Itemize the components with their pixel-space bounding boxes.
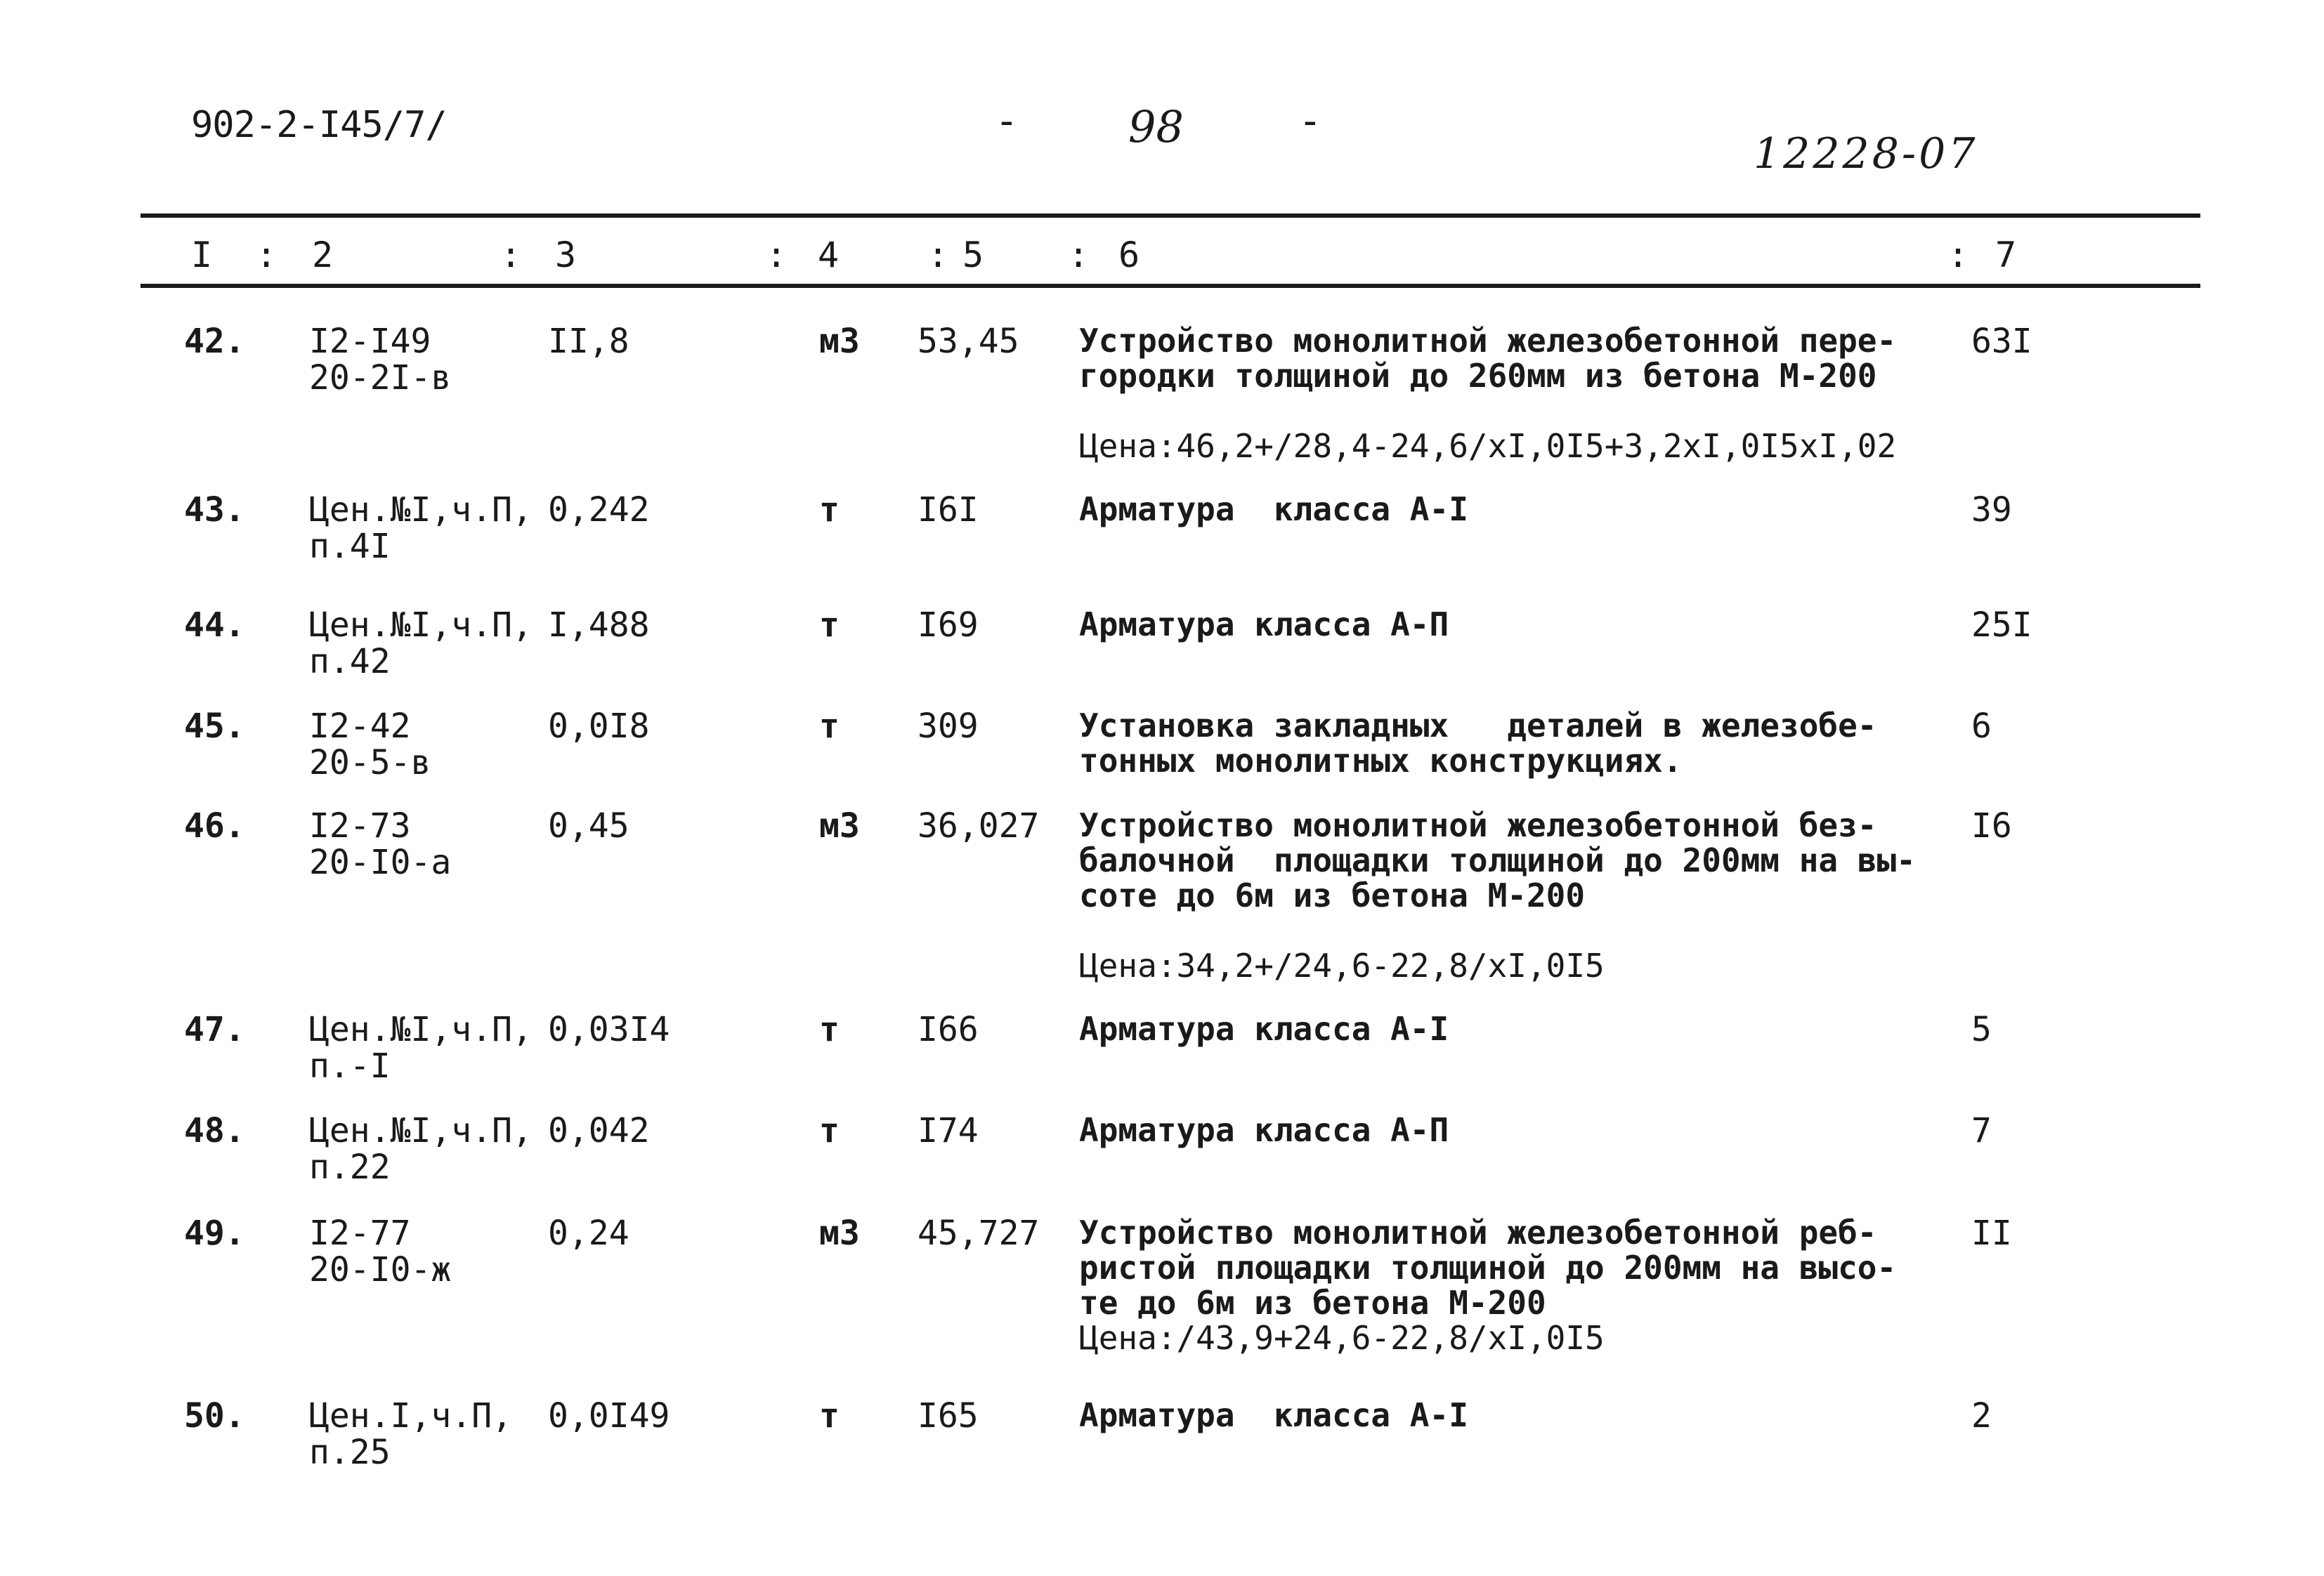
row-description-line: ристой площадки толщиной до 200мм на высо-	[1079, 1249, 1897, 1287]
row-number: 44.	[184, 605, 245, 645]
row-total: 25I	[1971, 605, 2032, 645]
row-description-line: балочной площадки толщиной до 200мм на вы-	[1079, 841, 1916, 879]
row-unit: т	[819, 1396, 840, 1436]
row-unit-price: I6I	[918, 490, 979, 530]
row-code: I2-77	[309, 1214, 411, 1253]
row-code: Цен.№I,ч.П,	[309, 490, 533, 530]
col-header-sep: :	[766, 235, 788, 275]
row-unit-price: I65	[918, 1396, 979, 1436]
row-quantity: 0,0I49	[548, 1396, 670, 1436]
row-price-calculation: Цена:/43,9+24,6-22,8/хI,0I5	[1079, 1319, 1605, 1357]
row-number: 42.	[184, 322, 245, 361]
col-header-4: 4	[818, 235, 840, 275]
row-code: I2-42	[309, 707, 411, 746]
row-description-line: Арматура класса А-I	[1079, 490, 1468, 528]
row-unit: т	[819, 1111, 840, 1150]
row-unit-price: I74	[918, 1111, 979, 1150]
col-header-sep: :	[1068, 235, 1090, 275]
row-price-calculation: Цена:34,2+/24,6-22,8/хI,0I5	[1079, 947, 1605, 985]
row-quantity: 0,042	[548, 1111, 650, 1150]
row-unit: т	[819, 605, 840, 645]
row-description-line: Устройство монолитной железобетонной без-	[1079, 806, 1877, 844]
row-number: 45.	[184, 707, 245, 746]
row-unit-price: 45,727	[918, 1214, 1040, 1253]
top-rule	[141, 214, 2200, 218]
row-code-sub: п.4I	[309, 527, 391, 566]
row-total: 6	[1971, 707, 1992, 746]
col-header-6: 6	[1118, 235, 1140, 275]
page-dash-left: -	[995, 98, 1019, 144]
row-code: Цен.№I,ч.П,	[309, 605, 533, 645]
row-quantity: 0,03I4	[548, 1010, 670, 1049]
row-price-calculation: Цена:46,2+/28,4-24,6/хI,0I5+3,2хI,0I5хI,02	[1079, 427, 1897, 465]
row-total: 63I	[1971, 322, 2032, 361]
row-code: Цен.I,ч.П,	[309, 1396, 512, 1436]
row-total: 7	[1971, 1111, 1992, 1150]
row-unit: т	[819, 1010, 840, 1049]
col-header-sep: :	[500, 235, 522, 275]
row-unit-price: 309	[918, 707, 979, 746]
col-header-1: I	[191, 235, 213, 275]
col-header-7: 7	[1995, 235, 2017, 275]
col-header-3: 3	[555, 235, 577, 275]
row-total: 39	[1971, 490, 2012, 530]
row-description-line: тонных монолитных конструкциях.	[1079, 742, 1683, 780]
col-header-2: 2	[312, 235, 334, 275]
row-number: 43.	[184, 490, 245, 530]
row-quantity: 0,45	[548, 806, 629, 846]
row-unit: м3	[819, 1214, 860, 1253]
row-description-line: Арматура класса А-П	[1079, 1111, 1449, 1149]
row-code: I2-73	[309, 806, 411, 846]
row-code-sub: п.22	[309, 1148, 391, 1187]
row-unit: м3	[819, 322, 860, 361]
row-unit: т	[819, 707, 840, 746]
row-number: 47.	[184, 1010, 245, 1049]
row-number: 49.	[184, 1214, 245, 1253]
col-header-sep: :	[256, 235, 278, 275]
col-header-sep: :	[927, 235, 949, 275]
header-rule	[141, 284, 2200, 288]
row-code-sub: 20-I0-ж	[309, 1250, 452, 1289]
row-number: 48.	[184, 1111, 245, 1150]
row-unit-price: 36,027	[918, 806, 1040, 846]
row-number: 46.	[184, 806, 245, 846]
row-number: 50.	[184, 1396, 245, 1436]
row-description-line: те до 6м из бетона М-200	[1079, 1284, 1546, 1322]
row-code-sub: п.-I	[309, 1046, 391, 1086]
row-code-sub: 20-I0-а	[309, 843, 452, 882]
row-unit: т	[819, 490, 840, 530]
row-unit: м3	[819, 806, 860, 846]
row-code: Цен.№I,ч.П,	[309, 1111, 533, 1150]
row-code: I2-I49	[309, 322, 431, 361]
row-description-line: Устройство монолитной железобетонной пере-	[1079, 322, 1897, 360]
row-quantity: 0,24	[548, 1214, 629, 1253]
row-total: II	[1971, 1214, 2012, 1253]
page-dash-right: -	[1298, 98, 1322, 144]
row-code-sub: 20-2I-в	[309, 358, 452, 398]
row-quantity: 0,242	[548, 490, 650, 530]
row-description-line: Арматура класса А-I	[1079, 1010, 1449, 1048]
row-unit-price: I66	[918, 1010, 979, 1049]
row-quantity: 0,0I8	[548, 707, 650, 746]
page-number: 98	[1128, 101, 1184, 152]
row-description-line: Установка закладных деталей в железобе-	[1079, 707, 1877, 744]
row-total: 5	[1971, 1010, 1992, 1049]
row-description-line: Арматура класса А-П	[1079, 605, 1449, 643]
col-header-5: 5	[962, 235, 984, 275]
row-description-line: Арматура класса А-I	[1079, 1396, 1468, 1434]
row-description-line: соте до 6м из бетона М-200	[1079, 876, 1586, 914]
row-total: 2	[1971, 1396, 1992, 1436]
row-quantity: I,488	[548, 605, 650, 645]
row-total: I6	[1971, 806, 2012, 846]
document-code: 902-2-I45/7/	[191, 104, 447, 146]
row-code-sub: 20-5-в	[309, 743, 431, 782]
inventory-number: 12228-07	[1754, 129, 1978, 178]
row-code-sub: п.42	[309, 642, 391, 681]
row-quantity: II,8	[548, 322, 629, 361]
row-description-line: Устройство монолитной железобетонной реб-	[1079, 1214, 1877, 1252]
row-unit-price: I69	[918, 605, 979, 645]
row-code: Цен.№I,ч.П,	[309, 1010, 533, 1049]
row-unit-price: 53,45	[918, 322, 1019, 361]
row-description-line: городки толщиной до 260мм из бетона М-200	[1079, 357, 1877, 395]
col-header-sep: :	[1947, 235, 1969, 275]
row-code-sub: п.25	[309, 1433, 391, 1472]
